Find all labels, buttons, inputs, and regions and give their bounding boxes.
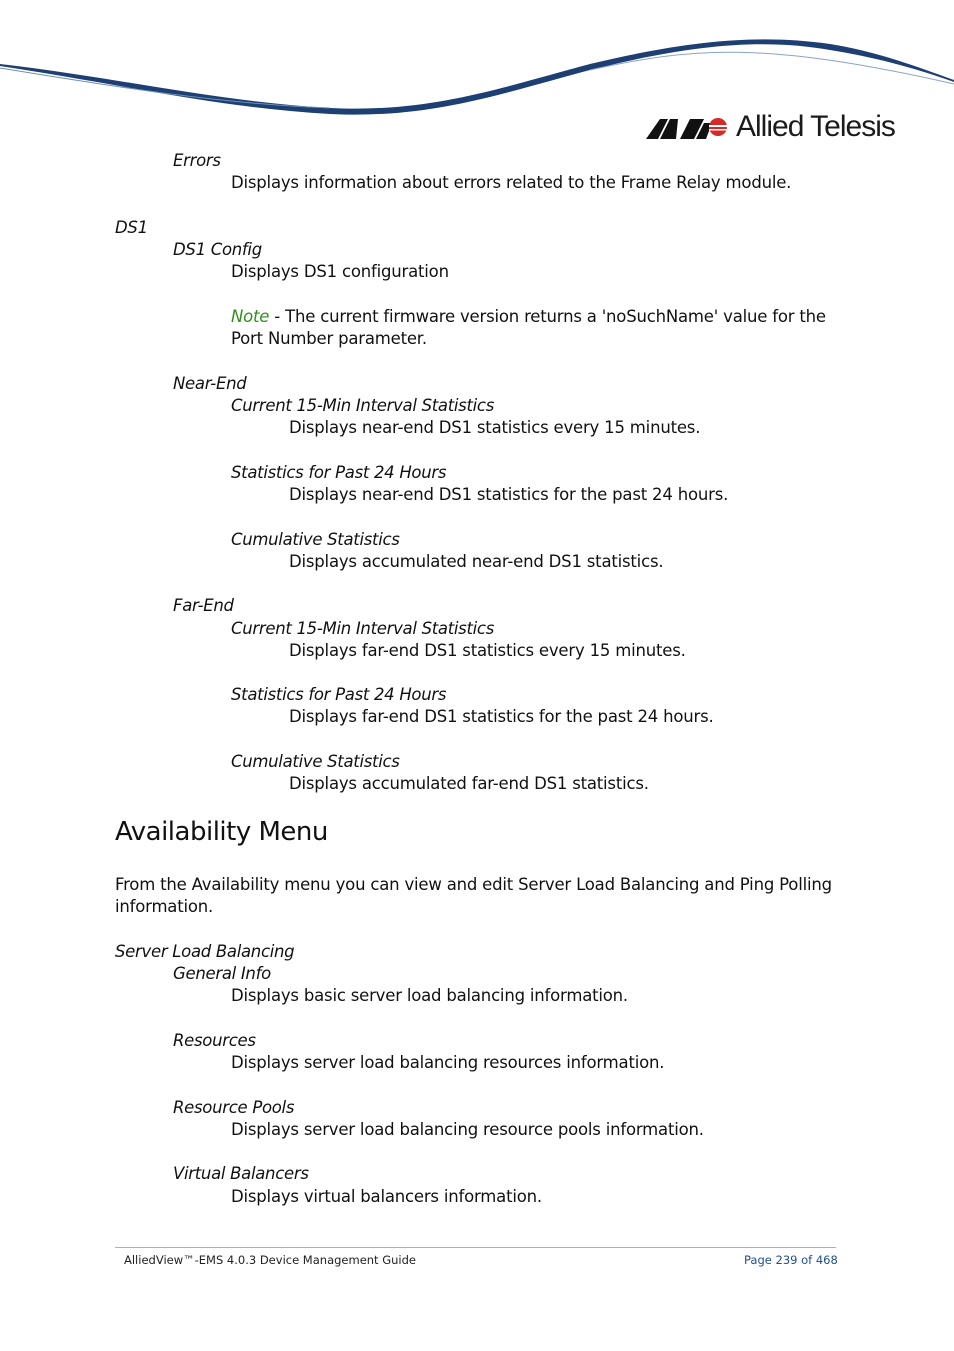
- section-title: Availability Menu: [115, 817, 328, 847]
- near-end-term: Current 15-Min Interval Statistics: [231, 396, 495, 415]
- near-end-desc: Displays accumulated near-end DS1 statistics.: [289, 552, 664, 571]
- near-end-desc: Displays near-end DS1 statistics for the past 24 hours.: [289, 485, 729, 504]
- slb-term: Virtual Balancers: [173, 1164, 309, 1183]
- far-end-heading: Far-End: [173, 596, 234, 615]
- slb-desc: Displays virtual balancers information.: [231, 1187, 542, 1206]
- note-line: [231, 307, 826, 326]
- near-end-term: Cumulative Statistics: [231, 530, 400, 549]
- intro-text: From the Availability menu you can view and edit Server Load Balancing and Ping Polling: [115, 875, 832, 894]
- intro-text-continued: information.: [115, 897, 214, 916]
- near-end-desc: Displays near-end DS1 statistics every 15 minutes.: [289, 418, 701, 437]
- note-label: Note: [231, 307, 270, 326]
- slb-desc: Displays server load balancing resource pools information.: [231, 1120, 704, 1139]
- near-end-heading: Near-End: [173, 374, 247, 393]
- ds1-config-desc: Displays DS1 configuration: [231, 262, 449, 281]
- far-end-term: Statistics for Past 24 Hours: [231, 685, 447, 704]
- slb-term: Resource Pools: [173, 1098, 295, 1117]
- far-end-desc: Displays far-end DS1 statistics for the past 24 hours.: [289, 707, 714, 726]
- slb-term: General Info: [173, 964, 271, 983]
- far-end-term: Cumulative Statistics: [231, 752, 400, 771]
- footer-page-number: Page 239 of 468: [744, 1253, 838, 1267]
- footer-divider: [115, 1247, 836, 1248]
- slb-desc: Displays server load balancing resources information.: [231, 1053, 665, 1072]
- allied-telesis-logo: [646, 110, 895, 144]
- errors-term: Errors: [173, 151, 221, 170]
- far-end-desc: Displays accumulated far-end DS1 statistics.: [289, 774, 649, 793]
- errors-desc: Displays information about errors related to the Frame Relay module.: [231, 173, 792, 192]
- near-end-term: Statistics for Past 24 Hours: [231, 463, 447, 482]
- ds1-heading: DS1: [115, 218, 148, 237]
- note-text-continued: Port Number parameter.: [231, 329, 427, 348]
- note-text: - The current firmware version returns a 'noSuchName' value for the: [269, 307, 826, 326]
- far-end-term: Current 15-Min Interval Statistics: [231, 619, 495, 638]
- slb-desc: Displays basic server load balancing information.: [231, 986, 628, 1005]
- slb-term: Resources: [173, 1031, 256, 1050]
- logo-mark-icon: [646, 113, 728, 141]
- ds1-config-term: DS1 Config: [173, 240, 262, 259]
- footer-doc-title: AlliedView™-EMS 4.0.3 Device Management Guide: [124, 1253, 416, 1267]
- slb-heading: Server Load Balancing: [115, 942, 295, 961]
- brand-name: Allied Telesis: [736, 110, 895, 143]
- far-end-desc: Displays far-end DS1 statistics every 15 minutes.: [289, 641, 686, 660]
